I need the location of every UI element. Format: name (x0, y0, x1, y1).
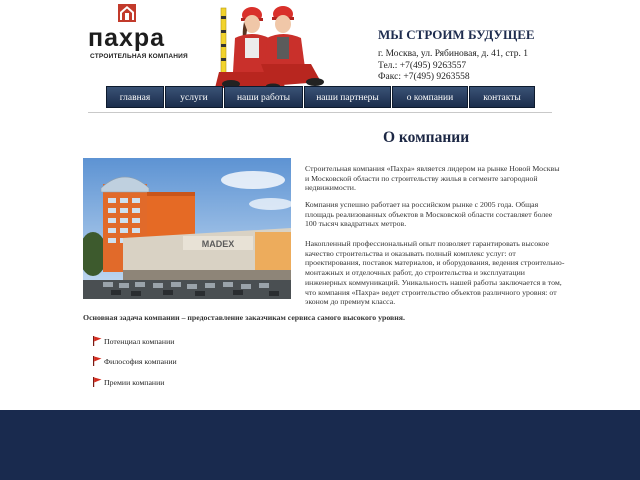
contact-block (378, 49, 528, 84)
nav-item-home[interactable]: главная (106, 86, 164, 108)
company-logo[interactable] (88, 4, 188, 60)
hero-workers-image (211, 2, 371, 88)
nav-item-about[interactable]: о компании (392, 86, 468, 108)
nav-item-works[interactable]: наши работы (224, 86, 303, 108)
footer-band (0, 410, 640, 480)
about-paragraph-2: Компания успешно работает на российском рынке с 2005 года. Общая площадь реализованных объектов в Московской области составляет более 100 тысяч квадратных метров. (305, 200, 553, 229)
logo-wordmark: пахра (88, 24, 166, 52)
nav-item-partners[interactable]: наши партнеры (304, 86, 391, 108)
about-paragraph-1: Строительная компания «Пахра» является лидером на рынке Новой Москвы и Московской области по строительству жилья в сегменте загородной недвижимости. (305, 164, 560, 193)
building-photo (83, 158, 291, 299)
red-flag-icon (93, 336, 102, 346)
fax-text: Факс: +7(495) 9263558 (378, 72, 470, 82)
nav-item-services[interactable]: услуги (165, 86, 223, 108)
house-roof-logo-icon (118, 4, 136, 22)
red-flag-icon (93, 356, 102, 366)
link-label: Философия компании (104, 357, 177, 366)
phone-text: Тел.: +7(495) 9263557 (378, 60, 467, 71)
nav-item-contacts[interactable]: контакты (469, 86, 535, 108)
link-label: Потенциал компании (104, 337, 175, 346)
link-label: Премии компании (104, 378, 165, 387)
page-title: О компании (383, 129, 470, 146)
nav-divider (88, 112, 552, 113)
address-text: г. Москва, ул. Рябиновая, д. 41, стр. 1 (378, 49, 529, 59)
slogan-heading: МЫ СТРОИМ БУДУЩЕЕ (378, 27, 535, 42)
logo-subtitle: СТРОИТЕЛЬНАЯ КОМПАНИЯ (90, 53, 188, 60)
mission-statement: Основная задача компании – предоставление заказчикам сервиса самого высокого уровня. (83, 313, 405, 322)
photo-sign-text: MADEX (201, 239, 235, 249)
red-flag-icon (93, 377, 102, 387)
about-paragraph-3: Накопленный профессиональный опыт позволяет гарантировать высокое качество строительства и оказывать полный комплекс услуг: от проектирования, поставок материалов, и оборудования, ведения строительно-монтажных и отделочных работ, до строительства и эксплуатации инженерных коммуникаций. Уникальность нашей работы заключается в том, что компания «Пахра» ведет строительство объектов различного уровня: от эконом до премиум класса. (305, 239, 565, 307)
